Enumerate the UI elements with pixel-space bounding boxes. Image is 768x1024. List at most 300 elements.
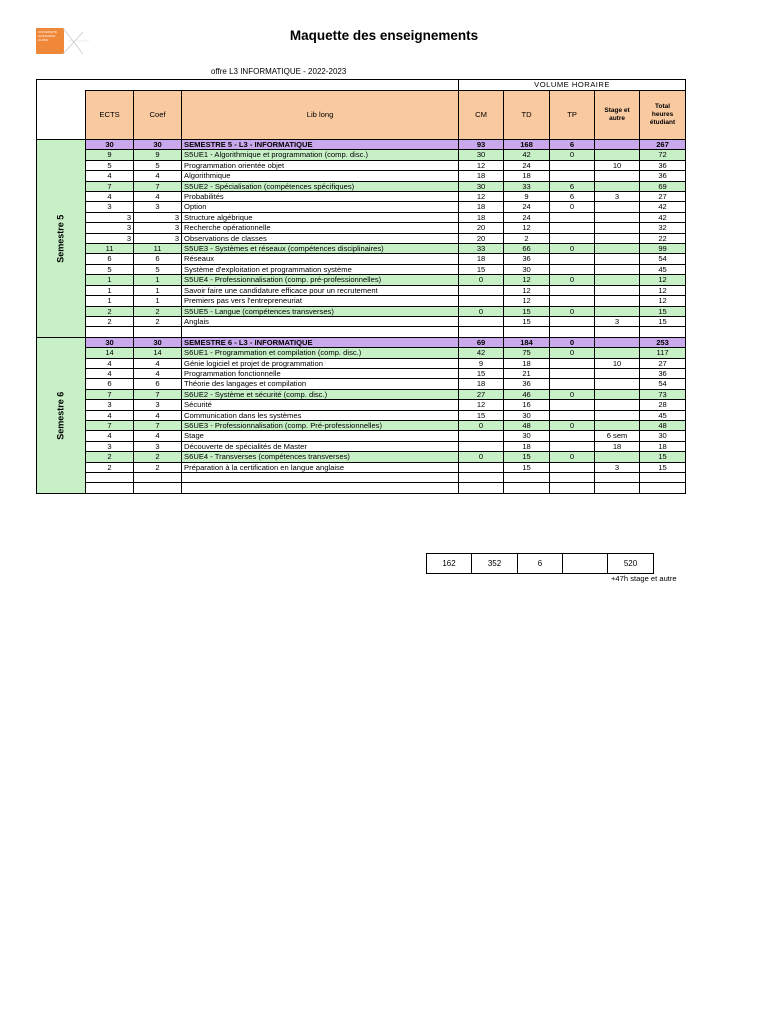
cell-total: 12 (640, 285, 686, 295)
cell-td: 36 (504, 379, 550, 389)
cell-lib: Sécurité (182, 400, 459, 410)
cell-stage (595, 410, 640, 420)
cell-lib: S5UE3 - Systèmes et réseaux (compétences disciplinaires) (182, 244, 459, 254)
cell-td: 12 (504, 223, 550, 233)
logo-text: UNIVERSITÉ GRENOBLE ALPES (38, 30, 58, 42)
cell-tp: 6 (550, 181, 595, 191)
cell-coef: 4 (134, 368, 182, 378)
cell-ects: 6 (86, 379, 134, 389)
cell-total: 32 (640, 223, 686, 233)
cell-total (640, 327, 686, 337)
cell-total: 267 (640, 140, 686, 150)
cell-coef: 3 (134, 202, 182, 212)
cell-cm (459, 472, 504, 482)
cell-total: 12 (640, 296, 686, 306)
table-row (37, 202, 686, 212)
cell-td: 24 (504, 160, 550, 170)
cell-coef: 1 (134, 296, 182, 306)
cell-td (504, 483, 550, 493)
cell-tp (550, 296, 595, 306)
cell-cm (459, 327, 504, 337)
col-total-l1: Total (655, 103, 671, 110)
cell-stage (595, 181, 640, 191)
cell-ects: 3 (86, 223, 134, 233)
totals-note: +47h stage et autre (611, 574, 677, 583)
cell-td: 184 (504, 337, 550, 347)
table-row (37, 462, 686, 472)
cell-stage (595, 348, 640, 358)
cell-td: 15 (504, 452, 550, 462)
table-row (37, 483, 686, 493)
cell-tp (550, 254, 595, 264)
cell-total: 18 (640, 441, 686, 451)
table-row (37, 400, 686, 410)
table-row (37, 410, 686, 420)
cell-td: 21 (504, 368, 550, 378)
cell-ects (86, 327, 134, 337)
cell-cm: 18 (459, 254, 504, 264)
cell-total: 36 (640, 368, 686, 378)
cell-coef: 2 (134, 306, 182, 316)
cell-td: 168 (504, 140, 550, 150)
cell-stage: 6 sem (595, 431, 640, 441)
header-empty (37, 91, 86, 140)
cell-stage (595, 306, 640, 316)
cell-ects: 30 (86, 140, 134, 150)
cell-lib: Premiers pas vers l'entrepreneuriat (182, 296, 459, 306)
cell-tp (550, 171, 595, 181)
cell-td: 2 (504, 233, 550, 243)
col-ects: ECTS (86, 91, 134, 140)
header-spacer (37, 80, 459, 91)
cell-ects: 1 (86, 285, 134, 295)
cell-total: 27 (640, 192, 686, 202)
cell-stage (595, 337, 640, 347)
cell-coef: 5 (134, 264, 182, 274)
col-cm: CM (459, 91, 504, 140)
ue-row (37, 420, 686, 430)
cell-coef: 2 (134, 316, 182, 326)
cell-cm: 18 (459, 202, 504, 212)
cell-cm: 15 (459, 410, 504, 420)
cell-total: 99 (640, 244, 686, 254)
cell-cm (459, 316, 504, 326)
cell-cm: 18 (459, 212, 504, 222)
cell-td: 66 (504, 244, 550, 254)
table-row (37, 358, 686, 368)
cell-lib: SEMESTRE 6 - L3 - INFORMATIQUE (182, 337, 459, 347)
cell-tp: 0 (550, 275, 595, 285)
cell-ects: 30 (86, 337, 134, 347)
cell-coef (134, 472, 182, 482)
cell-total: 22 (640, 233, 686, 243)
cell-coef: 4 (134, 431, 182, 441)
total-hours: 520 (608, 554, 654, 574)
cell-td: 24 (504, 202, 550, 212)
cell-stage (595, 212, 640, 222)
cell-coef: 7 (134, 389, 182, 399)
cell-ects: 7 (86, 181, 134, 191)
cell-lib: S5UE1 - Algorithmique et programmation (comp. disc.) (182, 150, 459, 160)
cell-stage (595, 472, 640, 482)
cell-ects (86, 472, 134, 482)
cell-stage: 10 (595, 358, 640, 368)
cell-lib: Probabilités (182, 192, 459, 202)
cell-tp (550, 327, 595, 337)
ue-row (37, 275, 686, 285)
cell-lib: SEMESTRE 5 - L3 - INFORMATIQUE (182, 140, 459, 150)
cell-total: 73 (640, 389, 686, 399)
cell-lib: S6UE2 - Système et sécurité (comp. disc.) (182, 389, 459, 399)
table-row (37, 285, 686, 295)
cell-cm (459, 285, 504, 295)
cell-tp (550, 233, 595, 243)
cell-stage (595, 389, 640, 399)
cell-cm: 12 (459, 192, 504, 202)
cell-stage: 3 (595, 462, 640, 472)
cell-tp (550, 441, 595, 451)
cell-tp (550, 212, 595, 222)
cell-td: 12 (504, 275, 550, 285)
cell-ects: 3 (86, 233, 134, 243)
cell-ects: 4 (86, 431, 134, 441)
ue-row (37, 452, 686, 462)
cell-td: 15 (504, 462, 550, 472)
cell-lib: Anglais (182, 316, 459, 326)
cell-total: 36 (640, 171, 686, 181)
cell-ects: 7 (86, 389, 134, 399)
cell-ects: 3 (86, 441, 134, 451)
cell-stage (595, 150, 640, 160)
cell-ects: 7 (86, 420, 134, 430)
table-row (37, 160, 686, 170)
cell-lib: Stage (182, 431, 459, 441)
cell-ects: 2 (86, 462, 134, 472)
table-row (37, 223, 686, 233)
cell-cm: 18 (459, 171, 504, 181)
cell-ects: 6 (86, 254, 134, 264)
cell-total: 45 (640, 410, 686, 420)
cell-td: 48 (504, 420, 550, 430)
cell-lib: Découverte de spécialités de Master (182, 441, 459, 451)
cell-tp (550, 368, 595, 378)
cell-ects: 4 (86, 410, 134, 420)
cell-coef: 14 (134, 348, 182, 358)
cell-ects: 4 (86, 171, 134, 181)
cell-coef: 3 (134, 212, 182, 222)
total-stage (563, 554, 608, 574)
cell-tp: 0 (550, 337, 595, 347)
table-row (37, 431, 686, 441)
semester-label-text: Semestre 5 (55, 214, 66, 263)
cell-total: 12 (640, 275, 686, 285)
cell-lib: Programmation fonctionnelle (182, 368, 459, 378)
cell-cm: 12 (459, 400, 504, 410)
cell-ects: 1 (86, 275, 134, 285)
table-row (37, 379, 686, 389)
table-row (37, 192, 686, 202)
cell-tp (550, 379, 595, 389)
cell-td: 30 (504, 410, 550, 420)
col-total-l2: heures (651, 111, 674, 118)
ue-row (37, 389, 686, 399)
cell-coef: 7 (134, 181, 182, 191)
cell-td: 15 (504, 306, 550, 316)
cell-ects: 9 (86, 150, 134, 160)
cell-stage: 3 (595, 192, 640, 202)
cell-stage (595, 420, 640, 430)
cell-td: 24 (504, 212, 550, 222)
cell-stage (595, 223, 640, 233)
cell-td: 30 (504, 431, 550, 441)
cell-coef (134, 327, 182, 337)
table-row (37, 368, 686, 378)
curriculum-table (36, 79, 686, 494)
cell-td (504, 327, 550, 337)
cell-total: 36 (640, 160, 686, 170)
table-row (37, 441, 686, 451)
cell-total: 42 (640, 212, 686, 222)
total-tp: 6 (518, 554, 563, 574)
col-stage-l2: autre (609, 115, 625, 122)
cell-lib: Structure algébrique (182, 212, 459, 222)
col-stage (595, 91, 640, 140)
cell-cm: 0 (459, 420, 504, 430)
cell-cm (459, 462, 504, 472)
cell-ects (86, 483, 134, 493)
cell-lib: S6UE4 - Transverses (compétences transverses) (182, 452, 459, 462)
cell-stage (595, 254, 640, 264)
cell-stage (595, 233, 640, 243)
cell-tp (550, 223, 595, 233)
cell-tp: 0 (550, 150, 595, 160)
cell-tp: 0 (550, 202, 595, 212)
cell-lib: Théorie des langages et compilation (182, 379, 459, 389)
total-cm: 162 (427, 554, 472, 574)
cell-cm: 12 (459, 160, 504, 170)
cell-total: 54 (640, 379, 686, 389)
cell-stage (595, 202, 640, 212)
cell-stage (595, 296, 640, 306)
cell-cm: 15 (459, 264, 504, 274)
cell-cm: 0 (459, 275, 504, 285)
cell-stage: 10 (595, 160, 640, 170)
cell-ects: 5 (86, 264, 134, 274)
cell-lib: Communication dans les systèmes (182, 410, 459, 420)
cell-stage (595, 264, 640, 274)
cell-cm: 27 (459, 389, 504, 399)
table-row (37, 472, 686, 482)
cell-stage: 18 (595, 441, 640, 451)
semester-row (37, 337, 686, 347)
table-row (37, 316, 686, 326)
cell-coef: 4 (134, 358, 182, 368)
cell-td: 46 (504, 389, 550, 399)
cell-td: 18 (504, 441, 550, 451)
cell-lib: S5UE2 - Spécialisation (compétences spécifiques) (182, 181, 459, 191)
cell-tp: 0 (550, 244, 595, 254)
table-row (37, 296, 686, 306)
cell-tp (550, 160, 595, 170)
cell-cm: 93 (459, 140, 504, 150)
cell-stage (595, 244, 640, 254)
cell-ects: 4 (86, 368, 134, 378)
cell-td: 12 (504, 296, 550, 306)
cell-coef: 30 (134, 140, 182, 150)
cell-ects: 3 (86, 400, 134, 410)
cell-lib: Option (182, 202, 459, 212)
cell-td: 12 (504, 285, 550, 295)
cell-total: 15 (640, 452, 686, 462)
cell-coef: 7 (134, 420, 182, 430)
cell-total: 15 (640, 316, 686, 326)
cell-total: 54 (640, 254, 686, 264)
col-coef: Coef (134, 91, 182, 140)
cell-lib: S6UE3 - Professionnalisation (comp. Pré-professionnelles) (182, 420, 459, 430)
cell-coef: 6 (134, 254, 182, 264)
cell-ects: 5 (86, 160, 134, 170)
cell-total: 72 (640, 150, 686, 160)
cell-cm: 15 (459, 368, 504, 378)
cell-stage (595, 368, 640, 378)
cell-coef (134, 483, 182, 493)
cell-tp: 0 (550, 306, 595, 316)
cell-cm: 0 (459, 452, 504, 462)
col-total (640, 91, 686, 140)
semester-label (37, 140, 86, 338)
offer-label: offre L3 INFORMATIQUE - 2022-2023 (211, 67, 347, 76)
cell-total: 45 (640, 264, 686, 274)
col-tp: TP (550, 91, 595, 140)
cell-coef: 3 (134, 441, 182, 451)
cell-stage (595, 140, 640, 150)
cell-stage (595, 285, 640, 295)
cell-cm (459, 483, 504, 493)
cell-td: 18 (504, 358, 550, 368)
cell-cm: 30 (459, 181, 504, 191)
cell-td: 16 (504, 400, 550, 410)
cell-td: 33 (504, 181, 550, 191)
cell-ects: 2 (86, 452, 134, 462)
cell-coef: 9 (134, 150, 182, 160)
volume-horaire-header: VOLUME HORAIRE (459, 80, 686, 91)
cell-td (504, 472, 550, 482)
cell-lib: Système d'exploitation et programmation système (182, 264, 459, 274)
table-row (37, 233, 686, 243)
cell-cm: 20 (459, 233, 504, 243)
cell-coef: 4 (134, 410, 182, 420)
semester-label-text: Semestre 6 (55, 391, 66, 440)
cell-total: 117 (640, 348, 686, 358)
cell-tp (550, 431, 595, 441)
semester-label (37, 337, 86, 493)
cell-cm (459, 441, 504, 451)
cell-tp (550, 462, 595, 472)
cell-ects: 4 (86, 358, 134, 368)
cell-ects: 11 (86, 244, 134, 254)
cell-tp (550, 410, 595, 420)
cell-lib: Génie logiciel et projet de programmation (182, 358, 459, 368)
ue-row (37, 244, 686, 254)
cell-tp: 0 (550, 452, 595, 462)
cell-ects: 3 (86, 202, 134, 212)
cell-total: 30 (640, 431, 686, 441)
cell-cm: 20 (459, 223, 504, 233)
cell-coef: 3 (134, 233, 182, 243)
col-td: TD (504, 91, 550, 140)
cell-lib: Algorithmique (182, 171, 459, 181)
cell-ects: 1 (86, 296, 134, 306)
table-row (37, 327, 686, 337)
cell-total (640, 472, 686, 482)
cell-coef: 6 (134, 379, 182, 389)
cell-td: 9 (504, 192, 550, 202)
cell-tp (550, 472, 595, 482)
cell-ects: 4 (86, 192, 134, 202)
cell-coef: 5 (134, 160, 182, 170)
cell-lib: Observations de classes (182, 233, 459, 243)
cell-cm (459, 296, 504, 306)
cell-td: 18 (504, 171, 550, 181)
ue-row (37, 306, 686, 316)
total-td: 352 (472, 554, 518, 574)
cell-tp (550, 483, 595, 493)
cell-coef: 11 (134, 244, 182, 254)
table-row (37, 171, 686, 181)
cell-lib: Recherche opérationnelle (182, 223, 459, 233)
cell-td: 15 (504, 316, 550, 326)
cell-total (640, 483, 686, 493)
cell-tp: 0 (550, 348, 595, 358)
cell-lib: S6UE1 - Programmation et compilation (comp. disc.) (182, 348, 459, 358)
cell-tp: 6 (550, 192, 595, 202)
cell-td: 30 (504, 264, 550, 274)
cell-ects: 2 (86, 306, 134, 316)
cell-lib: Programmation orientée objet (182, 160, 459, 170)
cell-ects: 2 (86, 316, 134, 326)
cell-coef: 30 (134, 337, 182, 347)
cell-stage (595, 452, 640, 462)
cell-tp (550, 264, 595, 274)
cell-cm: 42 (459, 348, 504, 358)
cell-tp: 0 (550, 389, 595, 399)
cell-lib: Préparation à la certification en langue anglaise (182, 462, 459, 472)
cell-coef: 3 (134, 400, 182, 410)
cell-stage: 3 (595, 316, 640, 326)
cell-ects: 14 (86, 348, 134, 358)
cell-coef: 2 (134, 452, 182, 462)
cell-coef: 4 (134, 192, 182, 202)
cell-lib (182, 483, 459, 493)
cell-lib: S5UE4 - Professionnalisation (comp. pré-professionnelles) (182, 275, 459, 285)
cell-total: 69 (640, 181, 686, 191)
cell-total: 27 (640, 358, 686, 368)
cell-lib: Réseaux (182, 254, 459, 264)
cell-total: 42 (640, 202, 686, 212)
table-row (37, 212, 686, 222)
table-row (37, 254, 686, 264)
col-total-l3: étudiant (649, 119, 676, 126)
cell-total: 15 (640, 462, 686, 472)
table-row (37, 264, 686, 274)
cell-tp (550, 358, 595, 368)
cell-total: 253 (640, 337, 686, 347)
cell-td: 36 (504, 254, 550, 264)
col-stage-l1: Stage et (604, 107, 630, 114)
cell-stage (595, 400, 640, 410)
cell-cm: 9 (459, 358, 504, 368)
cell-stage (595, 275, 640, 285)
